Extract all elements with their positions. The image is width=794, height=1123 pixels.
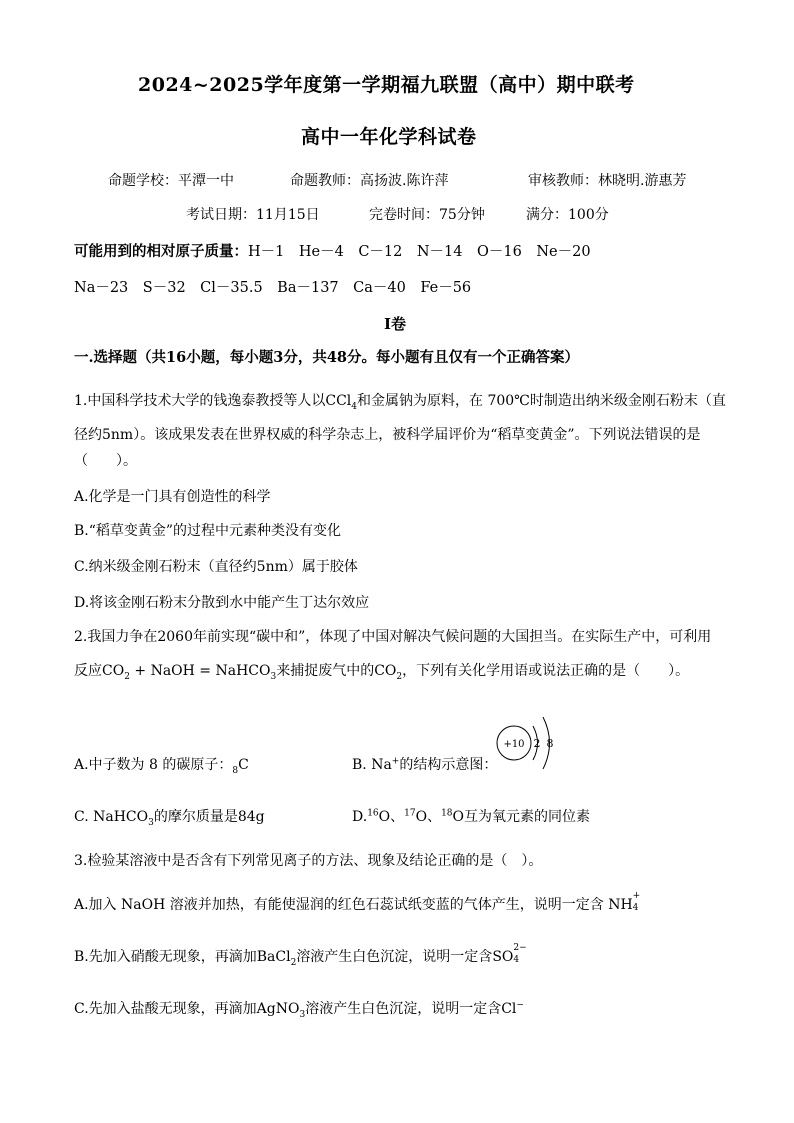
sodium-ion-structure-diagram <box>494 712 564 774</box>
superscript: 17 <box>404 808 416 819</box>
q2-option-b <box>352 754 497 774</box>
q2-stem-line-1: 2.我国力争在2060年前实现“碳中和”，体现了中国对解决气候问题的大国担当。在实际生产中，可利用 <box>74 629 712 645</box>
formula-text: Cl <box>501 1001 517 1017</box>
subscript: 3 <box>148 817 154 828</box>
exam-date: 考试日期：11月15日 <box>186 207 320 223</box>
subscript: 2 <box>290 957 297 968</box>
formula-text: CO <box>374 663 397 679</box>
q1-option-a: A.化学是一门具有创造性的科学 <box>74 489 271 505</box>
section-heading: 一.选择题（共16小题，每小题3分，共48分。每小题有且仅有一个正确答案） <box>74 349 579 366</box>
ammonium-charge <box>632 891 641 913</box>
sulfate-charge <box>513 943 527 965</box>
reviewer-info: 审核教师：林晓明.游惠芳 <box>528 173 687 189</box>
option-text: A.加入 NaOH 溶液并加热，有能使湿润的红色石蕊试纸变蓝的气体产生，说明一定含 NH <box>74 897 633 913</box>
q3-option-b <box>74 943 527 968</box>
nucleus-charge: +10 <box>503 739 525 750</box>
element-symbol: C <box>238 757 249 773</box>
superscript: + <box>391 756 400 767</box>
school-info: 命题学校：平潭一中 <box>108 173 234 189</box>
q2-formula-co2 <box>374 663 403 682</box>
q1-stem-part-2: 和金属钠为原料，在 700℃时制造出纳米级金刚石粉末（直 <box>357 393 726 409</box>
q2-option-c <box>74 806 265 826</box>
shell-1-count: 2 <box>533 737 541 750</box>
subscript: 3 <box>270 671 277 682</box>
separator: 、 <box>390 809 405 825</box>
subscript: 4 <box>513 955 520 965</box>
q1-option-b: B.“稻草变黄金”的过程中元素种类没有变化 <box>74 523 342 539</box>
subscript: 2 <box>124 671 130 682</box>
subscript: 8 <box>232 766 239 776</box>
q2-reaction-equation <box>102 663 277 682</box>
exam-title: 2024~2025学年度第一学期福九联盟（高中）期中联考 <box>138 74 635 96</box>
superscript: 16 <box>367 808 379 819</box>
superscript: + <box>632 891 641 901</box>
q2-stem-reaction-label: 反应 <box>74 663 102 679</box>
option-text: 溶液产生白色沉淀，说明一定含 <box>296 949 493 965</box>
formula-text: C. NaHCO <box>74 809 149 825</box>
subscript: 3 <box>299 1009 306 1020</box>
q1-formula-ccl4 <box>325 393 357 412</box>
atomic-mass-label: 可能用到的相对原子质量： <box>74 243 248 260</box>
volume-label: Ⅰ卷 <box>384 315 407 333</box>
formula-text: BaCl <box>256 949 291 965</box>
atomic-mass-values-1: H－1 He－4 C－12 N－14 O－16 Ne－20 <box>248 244 591 260</box>
option-text: C.先加入盐酸无现象，再滴加 <box>74 1001 257 1017</box>
q3-option-a <box>74 891 641 914</box>
q1-stem-line-2: 径约5nm）。该成果发表在世界权威的科学杂志上，被科学届评价为“稻草变黄金”。下列说法错误的是 <box>74 427 701 443</box>
teacher-info: 命题教师：高扬波.陈许萍 <box>290 173 449 189</box>
q2-option-a <box>74 754 249 774</box>
full-score: 满分：100分 <box>526 207 609 223</box>
formula-text: B. Na <box>352 757 392 773</box>
q3-option-c <box>74 998 524 1018</box>
q1-stem-part-1: 1.中国科学技术大学的钱逸泰教授等人以 <box>74 393 326 409</box>
formula-text: CCl <box>325 393 352 409</box>
q3-stem: 3.检验某溶液中是否含有下列常见离子的方法、现象及结论正确的是（ ）。 <box>74 853 543 869</box>
formula-text: AgNO <box>256 1001 300 1017</box>
element-symbol: O <box>378 809 391 825</box>
q1-option-d: D.将该金刚石粉末分散到水中能产生丁达尔效应 <box>74 595 370 611</box>
q1-stem-line-1 <box>74 390 726 410</box>
subscript: 2 <box>396 671 403 682</box>
option-text: B.先加入硝酸无现象，再滴加 <box>74 949 257 965</box>
formula-text: CO <box>102 663 125 679</box>
option-text: 溶液产生白色沉淀，说明一定含 <box>305 1001 502 1017</box>
option-text: A.中子数为 8 的碳原子： <box>74 757 233 773</box>
option-text: 互为氧元素的同位素 <box>464 809 590 825</box>
subscript: 4 <box>351 401 357 412</box>
exam-duration: 完卷时间：75分钟 <box>369 207 485 223</box>
q2-option-d <box>352 806 590 826</box>
atomic-mass-line-1 <box>74 240 591 261</box>
option-text: 的摩尔质量是84g <box>153 809 265 825</box>
formula-text: + NaOH = NaHCO <box>129 663 271 679</box>
superscript: 18 <box>441 808 453 819</box>
superscript: 2− <box>513 943 527 953</box>
shell-2-count: 8 <box>546 737 554 750</box>
q2-stem-line-2 <box>74 660 689 680</box>
element-symbol: O <box>415 809 428 825</box>
option-text: 的结构示意图： <box>399 757 498 773</box>
exam-subtitle: 高中一年化学科试卷 <box>301 126 477 148</box>
q1-option-c: C.纳米级金刚石粉末（直径约5nm）属于胶体 <box>74 559 358 575</box>
q2-stem-part: 来捕捉废气中的 <box>276 663 375 679</box>
q2-stem-part: ，下列有关化学用语或说法正确的是（ ）。 <box>402 663 690 679</box>
q1-stem-line-3: （ ）。 <box>74 453 137 469</box>
separator: 、 <box>427 809 442 825</box>
atomic-mass-values-2: Na－23 S－32 Cl－35.5 Ba－137 Ca－40 Fe－56 <box>74 280 472 296</box>
formula-text: SO <box>492 949 514 965</box>
superscript: − <box>516 1000 524 1011</box>
element-symbol: O <box>452 809 464 825</box>
subscript: 4 <box>632 903 639 913</box>
option-label: D. <box>352 809 368 825</box>
